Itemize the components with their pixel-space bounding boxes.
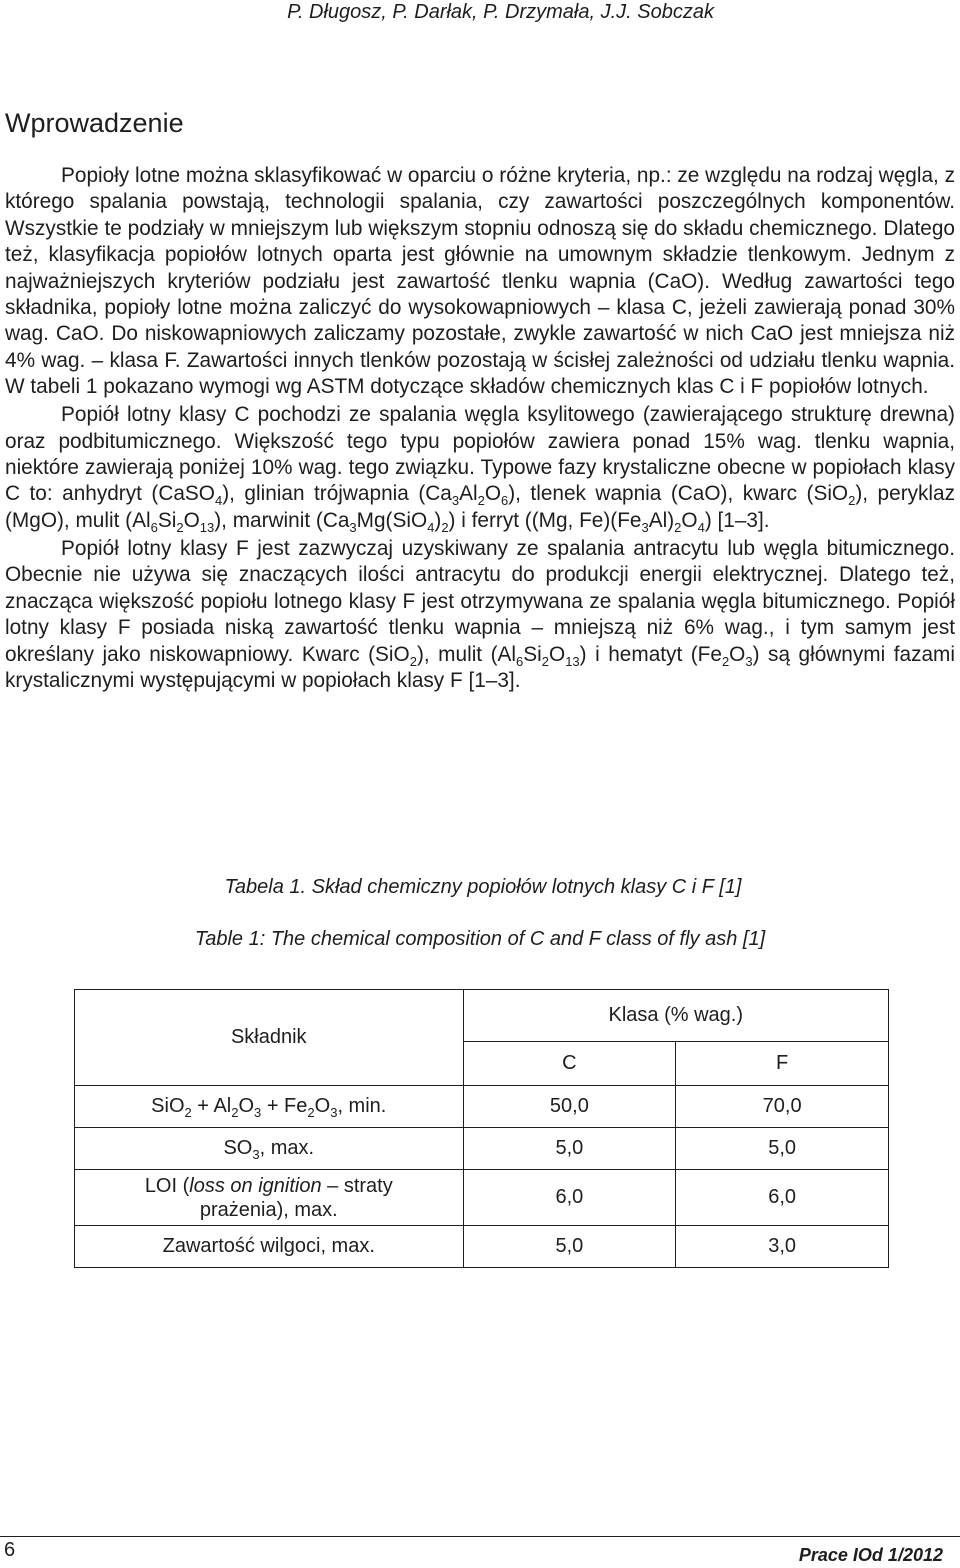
- cell-c: 6,0: [463, 1170, 676, 1226]
- paragraph-1: Popioły lotne można sklasyfikować w oparciu o różne kryteria, np.: ze względu na rodzaj węgla, z którego spalania powstają, technologii spalania, czy zawartości poszczególnych komponentów. Wszystkie te podziały w mniejszym lub większym stopniu odnoszą się do składu chemicznego. Dlatego też, klasyfikacja popiołów lotnych oparta jest głównie na umownym składzie tlenkowym. Jednym z najważniejszych kryteriów podziału jest zawartość tlenku wapnia (CaO). Według zawartości tego składnika, popioły lotne można zaliczyć do wysokowapniowych – klasa C, jeżeli zawierają ponad 30% wag. CaO. Do niskowapniowych zaliczamy pozostałe, zwykle zawartość w nich CaO jest mniejsza niż 4% wag. – klasa F. Zawartości innych tlenków pozostają w ścisłej zależności od udziału tlenku wapnia. W tabeli 1 pokazano wymogi wg ASTM dotyczące składów chemicznych klas C i F popiołów lotnych.: [5, 164, 955, 399]
- table-row: [75, 1170, 889, 1226]
- header-class-c: C: [463, 1042, 676, 1086]
- table-caption-pl: Tabela 1. Skład chemiczny popiołów lotnych klasy C i F [1]: [224, 876, 742, 898]
- row-label: $SO_3$, max.: [75, 1128, 464, 1170]
- page-number: 6: [4, 1539, 16, 1561]
- header-class: Klasa (% wag.): [463, 990, 888, 1042]
- table-row: [75, 1086, 889, 1128]
- cell-f: 70,0: [676, 1086, 889, 1128]
- cell-c: 5,0: [463, 1128, 676, 1170]
- composition-table: [74, 989, 889, 1268]
- header-class-f: F: [676, 1042, 889, 1086]
- cell-f: 6,0: [676, 1170, 889, 1226]
- cell-c: 5,0: [463, 1226, 676, 1268]
- body-text: [5, 163, 955, 696]
- section-heading: Wprowadzenie: [5, 108, 184, 138]
- row-label: $SiO_2 + Al_2O_3 + Fe_2O_3$, min.: [75, 1086, 464, 1128]
- running-header: P. Długosz, P. Darłak, P. Drzymała, J.J. Sobczak: [287, 1, 714, 23]
- paragraph-3: Popiół lotny klasy F jest zazwyczaj uzyskiwany ze spalania antracytu lub węgla bitumicznego. Obecnie nie używa się znaczących ilości antracytu do produkcji energii elektrycznej. Dlatego też, znacząca większość popiołu lotnego klasy F jest otrzymywana ze spalania węgla bitumicznego. Popiół lotny klasy F posiada niską zawartość tlenku wapnia – mniejszą niż 6% wag., i tym samym jest określany jako niskowapniowy. Kwarc (SiO$_2$), mulit $(Al_6Si_2O_{13})$ i hematyt $(Fe_2O_3)$ są głównymi fazami krystalicznymi występującymi w popiołach klasy F [1–3].: [5, 536, 955, 692]
- table-row: [75, 1128, 889, 1170]
- cell-f: 5,0: [676, 1128, 889, 1170]
- cell-c: 50,0: [463, 1086, 676, 1128]
- header-component: Składnik: [75, 990, 464, 1086]
- journal-title: Prace IOd 1/2012: [798, 1545, 943, 1565]
- table-row: [75, 1226, 889, 1268]
- footer-divider: [0, 1536, 960, 1537]
- table-caption-en: Table 1: The chemical composition of C and F class of fly ash [1]: [194, 928, 766, 950]
- row-label: Zawartość wilgoci, max.: [75, 1226, 464, 1268]
- paragraph-2: Popiół lotny klasy C pochodzi ze spalania węgla ksylitowego (zawierającego strukturę drewna) oraz podbitumicznego. Większość tego typu popiołów zawiera ponad 15% wag. tlenku wapnia, niektóre zawierają poniżej 10% wag. tego związku. Typowe fazy krystaliczne obecne w popiołach klasy C to: anhydryt (CaSO$_4$), glinian trójwapnia $(Ca_3Al_2O_6)$, tlenek wapnia (CaO), kwarc (SiO$_2$), peryklaz (MgO), mulit $(Al_6Si_2O_{13})$, marwinit $(Ca_3Mg(SiO_4)_2)$ i ferryt ((Mg, $Fe)(Fe_3Al)_2O_4$) [1–3].: [5, 403, 955, 535]
- cell-f: 3,0: [676, 1226, 889, 1268]
- row-label: LOI (loss on ignition – straty prażenia), max.: [75, 1170, 464, 1226]
